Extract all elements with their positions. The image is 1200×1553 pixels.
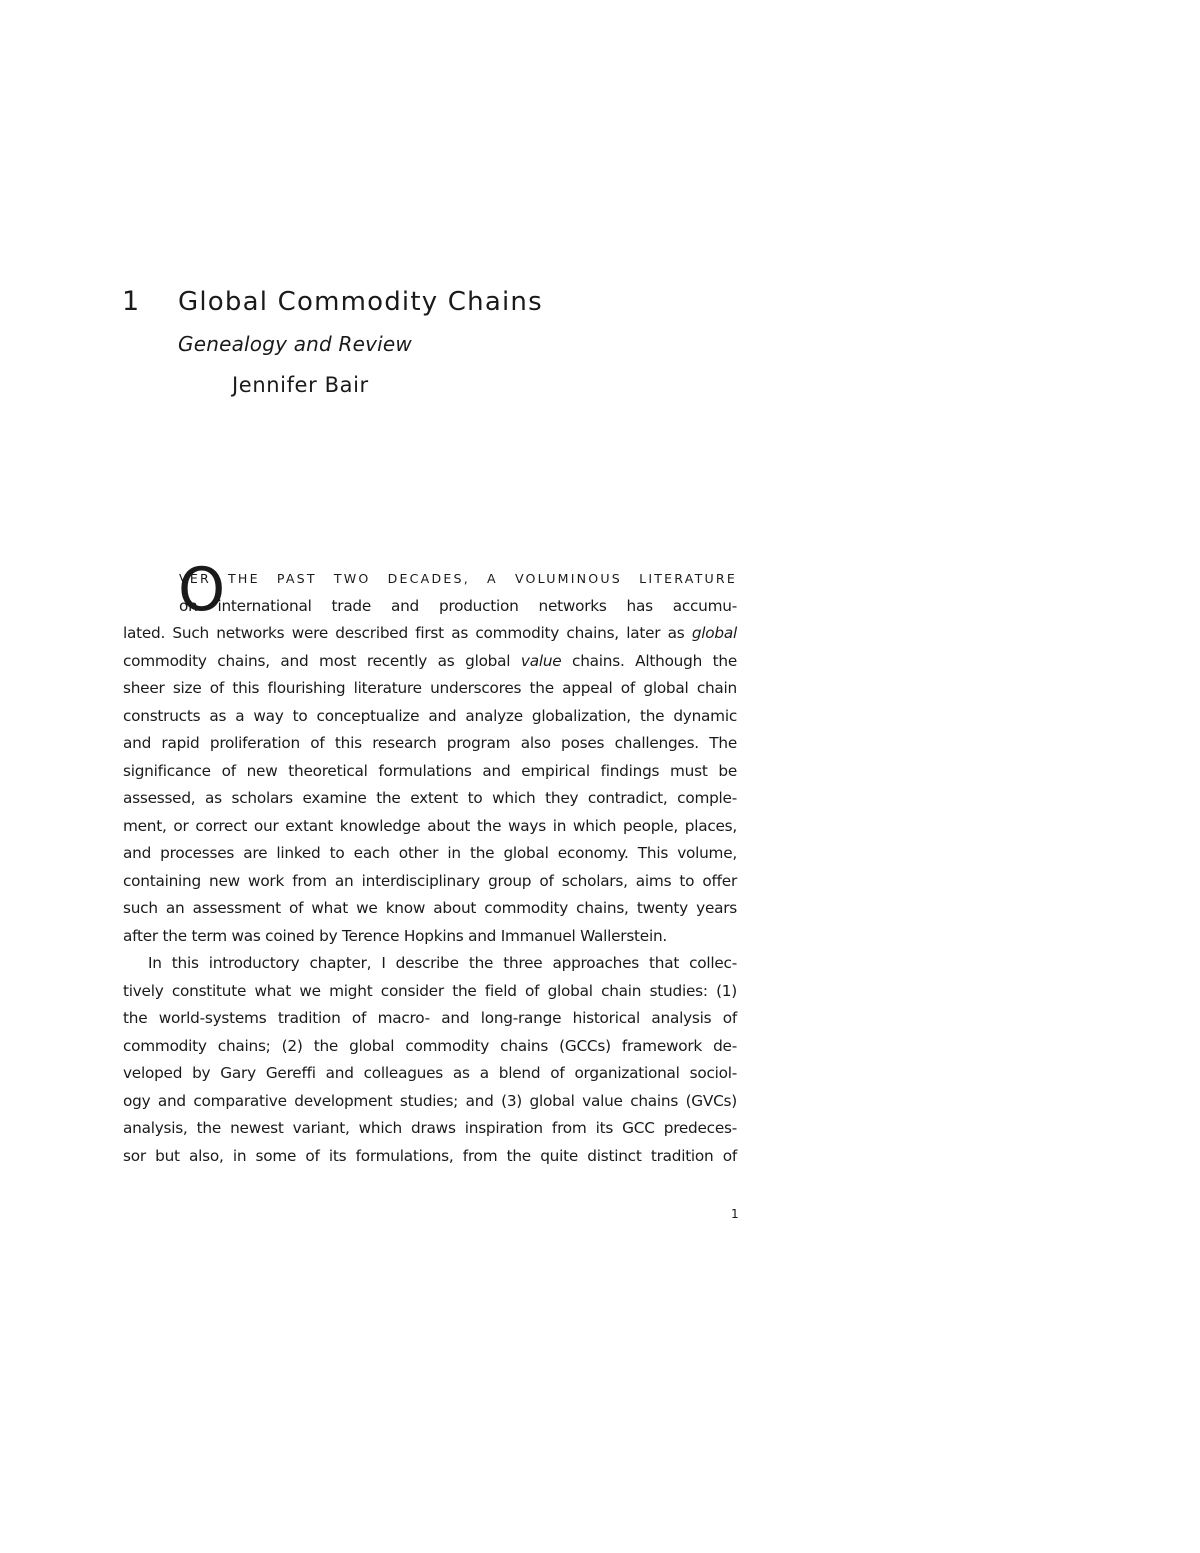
text-line: and processes are linked to each other in the global economy. This volume, xyxy=(123,844,737,862)
page-number: 1 xyxy=(731,1207,739,1221)
text-line: and rapid proliferation of this research program also poses challenges. The xyxy=(123,734,737,752)
chapter-title: Global Commodity Chains xyxy=(178,287,543,317)
text-line: veloped by Gary Gereffi and colleagues as a blend of organizational sociol- xyxy=(123,1064,737,1082)
text-line: tively constitute what we might consider the field of global chain studies: (1) xyxy=(123,981,737,1000)
text-line: on international trade and production networks has accumu- xyxy=(179,596,737,615)
text-line: In this introductory chapter, I describe the three approaches that collec- xyxy=(148,954,737,972)
text-line: the world-systems tradition of macro- and long-range historical analysis of xyxy=(123,1009,737,1027)
text-line: sor but also, in some of its formulations, from the quite distinct tradition of xyxy=(123,1146,737,1165)
text-line: VER THE PAST TWO DECADES, A VOLUMINOUS LITERATURE xyxy=(179,571,737,586)
chapter-subtitle: Genealogy and Review xyxy=(178,332,412,356)
text-line: analysis, the newest variant, which draws inspiration from its GCC predeces- xyxy=(123,1119,737,1137)
drop-cap: O xyxy=(178,555,226,625)
body-text xyxy=(123,565,737,1170)
text-line: after the term was coined by Terence Hopkins and Immanuel Wallerstein. xyxy=(123,926,668,945)
text-line: constructs as a way to conceptualize and analyze globalization, the dynamic xyxy=(123,706,737,725)
text-line: significance of new theoretical formulations and empirical findings must be xyxy=(123,761,737,780)
text-line: sheer size of this flourishing literature underscores the appeal of global chain xyxy=(123,679,737,697)
author-name: Jennifer Bair xyxy=(232,373,369,397)
text-line: commodity chains, and most recently as global value chains. Although the xyxy=(123,651,737,670)
text-line: ogy and comparative development studies; and (3) global value chains (GVCs) xyxy=(123,1091,737,1110)
text-line: ment, or correct our extant knowledge about the ways in which people, places, xyxy=(123,816,737,835)
text-line: commodity chains; (2) the global commodity chains (GCCs) framework de- xyxy=(123,1036,737,1055)
text-line: such an assessment of what we know about commodity chains, twenty years xyxy=(123,899,737,917)
text-line: lated. Such networks were described first as commodity chains, later as global xyxy=(123,624,737,642)
text-line: containing new work from an interdisciplinary group of scholars, aims to offer xyxy=(123,871,737,890)
text-line: assessed, as scholars examine the extent to which they contradict, comple- xyxy=(123,789,737,807)
chapter-number: 1 xyxy=(122,286,140,317)
